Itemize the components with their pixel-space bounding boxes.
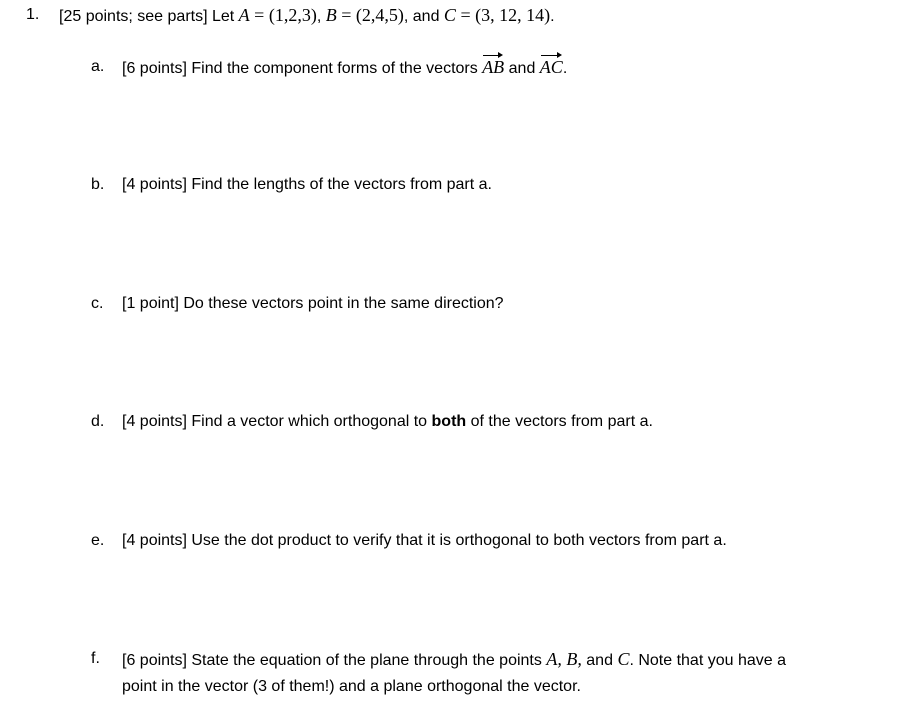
vector-ab: AB [482,54,504,80]
part-d [91,409,822,435]
part-letter: c. [91,295,104,312]
part-letter: b. [91,176,105,193]
part-f-text: [6 points] State the equation of the plane through the points A, B, and C. Note that you have a point in the vector (3 of them!) and a plane orthogonal the vector. [122,649,786,695]
question-number: 1. [26,6,40,23]
part-a-text: [6 points] Find the component forms of the vectors AB and AC. [122,54,822,82]
question-prompt: [25 points; see parts] Let A = (1,2,3), B = (2,4,5), and C = (3, 12, 14). [59,5,555,25]
part-b [91,172,822,198]
vector-ac: AC [540,54,563,80]
point-a-definition: A = (1,2,3) [238,5,317,25]
part-letter: d. [91,413,105,430]
question-intro: [25 points; see parts] Let [59,8,235,25]
math-points-ab: A, B, [546,649,582,669]
part-a [91,54,822,82]
part-letter: e. [91,532,105,549]
part-letter: f. [91,650,100,667]
part-b-text: [4 points] Find the lengths of the vectors from part a. [122,176,492,193]
point-c-definition: C = (3, 12, 14) [443,5,551,25]
point-b-definition: B = (2,4,5) [325,5,404,25]
emphasis-both: both [431,413,467,430]
part-e-text: [4 points] Use the dot product to verify that it is orthogonal to both vectors from part a. [122,532,727,549]
part-e [91,528,822,554]
part-c [91,291,822,317]
part-letter: a. [91,58,105,75]
and-word: and [412,8,440,25]
part-d-text: [4 points] Find a vector which orthogonal to both of the vectors from part a. [122,413,653,430]
question-1-header [26,4,555,28]
part-c-text: [1 point] Do these vectors point in the same direction? [122,295,504,312]
math-point-c: C [617,649,630,669]
part-f [91,646,822,700]
